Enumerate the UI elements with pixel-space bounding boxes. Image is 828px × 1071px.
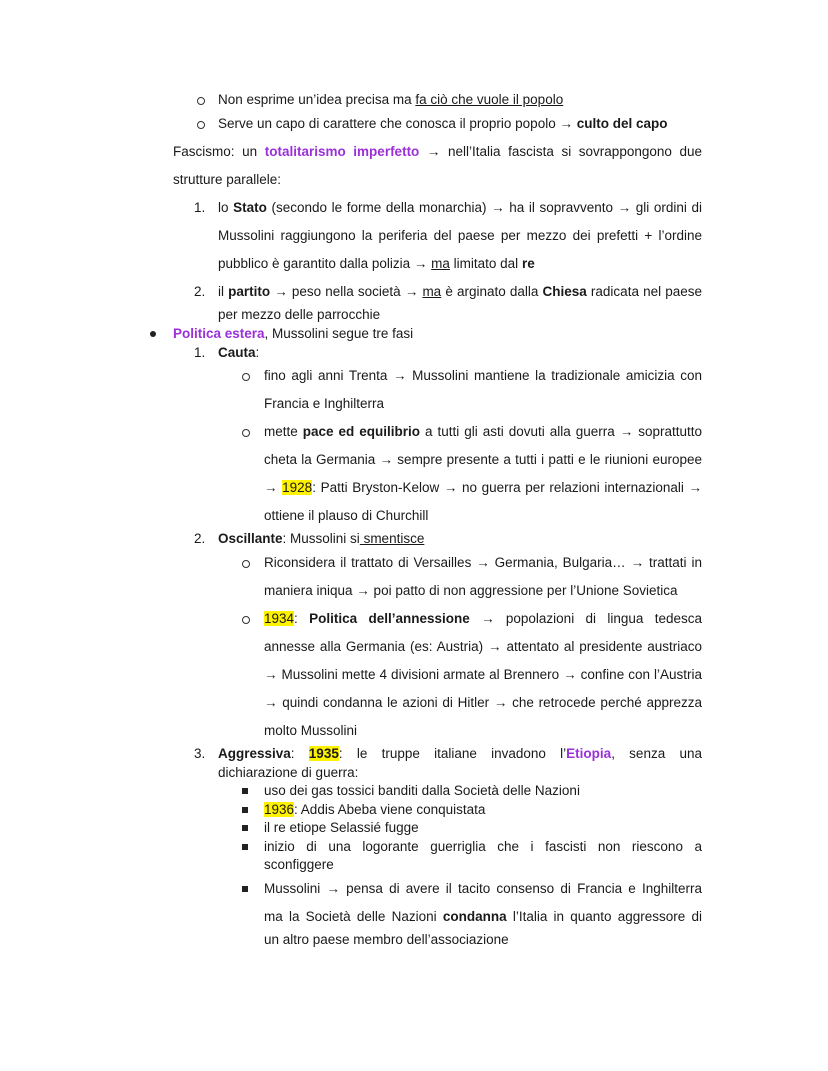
text: : Patti Bryston-Kelow → no guerra per relazioni internazionali →	[312, 480, 702, 495]
bold-text: Politica dell’annessione	[309, 611, 470, 626]
text: :	[294, 611, 310, 626]
text-line	[264, 782, 580, 800]
text: ma la Società delle Nazioni	[264, 909, 443, 924]
purple-term: Politica estera	[173, 326, 265, 341]
text: :	[290, 746, 309, 761]
square-bullet-icon	[242, 825, 248, 831]
text: cheta la Germania → sempre presente a tutti i patti e le riunioni europee	[264, 452, 702, 467]
bold-text: condanna	[442, 909, 507, 924]
highlighted-year: 1928	[282, 480, 313, 495]
purple-term: Etiopia	[566, 746, 612, 761]
highlighted-year: 1935	[308, 746, 339, 761]
text: , senza una	[611, 746, 702, 761]
text: Non esprime un’idea precisa ma	[218, 92, 416, 107]
text: pubblico è garantito dalla polizia →	[218, 256, 432, 271]
text: Fascismo: un	[173, 144, 265, 159]
text: : le truppe italiane invadono l’	[338, 746, 567, 761]
text-line	[264, 582, 678, 600]
underlined-text: ma	[422, 284, 442, 299]
circle-bullet-icon	[197, 97, 205, 105]
text: : Mussolini si	[282, 531, 360, 546]
square-bullet-icon	[242, 886, 248, 892]
text: Riconsidera il trattato di Versailles → Germania, Bulgaria… → trattati in	[264, 555, 702, 570]
text-line	[264, 479, 702, 497]
text: → popolazioni di lingua tedesca	[469, 611, 702, 626]
text-line	[264, 931, 509, 949]
text: →	[264, 480, 283, 495]
text-line	[218, 199, 702, 217]
text-line	[264, 610, 702, 628]
text: Francia e Inghilterra	[264, 396, 385, 411]
bold-text: culto del capo	[576, 116, 668, 131]
text: dichiarazione di guerra:	[218, 765, 359, 780]
text-line	[264, 554, 702, 572]
text: strutture parallele:	[173, 172, 282, 187]
text: inizio di una logorante guerriglia che i fascisti non riescono a	[264, 839, 702, 854]
text: l’Italia in quanto aggressore di	[506, 909, 702, 924]
circle-bullet-icon	[242, 373, 250, 381]
text-line	[218, 91, 563, 109]
bold-text: pace ed equilibrio	[302, 424, 420, 439]
text: radicata nel paese	[586, 284, 702, 299]
text-line	[264, 638, 702, 656]
bold-text: Aggressiva	[218, 746, 291, 761]
text: molto Mussolini	[264, 723, 358, 738]
text: → quindi condanna le azioni di Hitler → che retrocede perché apprezza	[264, 695, 702, 710]
text: è arginato dalla	[441, 284, 543, 299]
text: fino agli anni Trenta → Mussolini mantiene la tradizionale amicizia con	[264, 368, 702, 383]
paragraph-line	[173, 171, 281, 189]
circle-bullet-icon	[197, 121, 205, 129]
bold-text: Chiesa	[542, 284, 587, 299]
text-line	[264, 880, 702, 898]
text: uso dei gas tossici banditi dalla Società delle Nazioni	[264, 783, 580, 798]
list-number: 2.	[194, 284, 206, 299]
text: Serve un capo di carattere che conosca il proprio popolo →	[218, 116, 577, 131]
text-line	[218, 227, 702, 245]
text: sconfiggere	[264, 857, 334, 872]
underlined-text: ma	[431, 256, 450, 271]
text: limitato dal	[449, 256, 522, 271]
text-line	[218, 344, 259, 362]
text: lo	[218, 200, 234, 215]
text: , Mussolini segue tre fasi	[264, 326, 414, 341]
square-bullet-icon	[242, 807, 248, 813]
text: a tutti gli asti dovuti alla guerra → soprattutto	[420, 424, 702, 439]
text: il re etiope Selassié fugge	[264, 820, 419, 835]
text-line	[264, 801, 485, 819]
highlighted-year: 1934	[264, 611, 295, 626]
text: (secondo le forme della monarchia) → ha il sopravvento → gli ordini di	[266, 200, 702, 215]
text: maniera iniqua → poi patto di non aggressione per l’Unione Sovietica	[264, 583, 678, 598]
underlined-text: smentisce	[359, 531, 425, 546]
square-bullet-icon	[242, 788, 248, 794]
circle-bullet-icon	[242, 429, 250, 437]
text-line	[264, 367, 702, 385]
text-line	[264, 908, 702, 926]
text-line	[264, 395, 384, 413]
text-line	[218, 530, 424, 548]
text-line	[264, 423, 702, 441]
list-number: 1.	[194, 200, 206, 215]
text-line	[264, 666, 702, 684]
text: Mussolini → pensa di avere il tacito consenso di Francia e Inghilterra	[264, 881, 702, 896]
text: annesse alla Germania (es: Austria) → attentato al presidente austriaco	[264, 639, 702, 654]
text: il	[218, 284, 229, 299]
text-line	[264, 507, 428, 525]
text-line	[218, 115, 667, 133]
text: → nell’Italia fascista si sovrappongono due	[419, 144, 702, 159]
bullet-dot-icon	[150, 331, 156, 337]
bold-text: Cauta	[218, 345, 256, 360]
paragraph-line	[173, 143, 702, 161]
bold-text: Oscillante	[218, 531, 283, 546]
text-line	[264, 451, 702, 469]
text-line	[218, 306, 380, 324]
square-bullet-icon	[242, 844, 248, 850]
circle-bullet-icon	[242, 616, 250, 624]
text: → peso nella società →	[270, 284, 423, 299]
text-line	[218, 745, 702, 763]
text: un altro paese membro dell’associazione	[264, 932, 509, 947]
text-line	[264, 819, 419, 837]
text-line	[264, 722, 357, 740]
text-line	[218, 283, 702, 301]
circle-bullet-icon	[242, 560, 250, 568]
bold-text: re	[521, 256, 535, 271]
text-line	[173, 325, 413, 343]
underlined-text: fa ciò che vuole il popolo	[415, 92, 564, 107]
bold-text: Stato	[233, 200, 267, 215]
text-line	[218, 255, 535, 273]
text: Mussolini raggiungono la periferia del paese per mezzo dei prefetti + l’ordine	[218, 228, 702, 243]
bold-text: partito	[228, 284, 271, 299]
text: per mezzo delle parrocchie	[218, 307, 381, 322]
text-line	[264, 694, 702, 712]
text-line	[264, 856, 334, 874]
list-number: 2.	[194, 531, 206, 546]
list-number: 1.	[194, 345, 206, 360]
text: mette	[264, 424, 303, 439]
text-line	[264, 838, 702, 856]
text-line	[218, 764, 358, 782]
text: ottiene il plauso di Churchill	[264, 508, 429, 523]
text: → Mussolini mette 4 divisioni armate al Brennero → confine con l’Austria	[264, 667, 702, 682]
list-number: 3.	[194, 746, 206, 761]
highlighted-year: 1936	[264, 802, 295, 817]
text: : Addis Abeba viene conquistata	[294, 802, 486, 817]
text: :	[255, 345, 260, 360]
purple-term: totalitarismo imperfetto	[264, 144, 420, 159]
